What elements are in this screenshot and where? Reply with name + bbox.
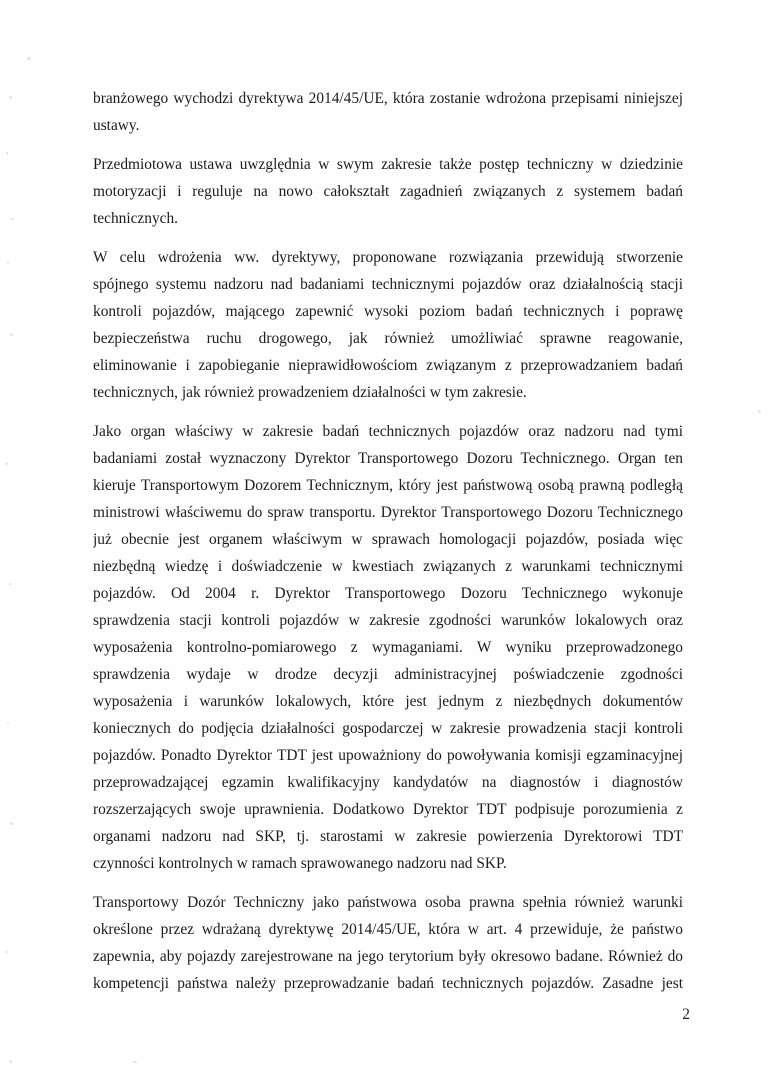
text-line: kompetencji państwa należy przeprowadzanie badań technicznych pojazdów. Zasadne jest <box>93 975 683 992</box>
scan-speck <box>10 333 13 336</box>
text-line: kieruje Transportowym Dozorem Technicznym, który jest państwową osobą prawną podległą <box>93 477 683 494</box>
text-line: już obecnie jest organem właściwym w sprawach homologacji pojazdów, posiada więc <box>93 531 683 548</box>
scan-speck <box>758 410 761 413</box>
text-line: ustawy. <box>93 117 140 134</box>
scan-speck <box>6 152 8 155</box>
page-number: 2 <box>682 1006 690 1023</box>
text-line: W celu wdrożenia ww. dyrektywy, proponowane rozwiązania przewidują stworzenie <box>93 249 683 266</box>
text-line: eliminowanie i zapobieganie nieprawidłowościom związanym z przeprowadzaniem badań <box>93 357 683 374</box>
text-line: rozszerzających swoje uprawnienia. Dodatkowo Dyrektor TDT podpisuje porozumienia z <box>93 801 683 818</box>
paragraph <box>93 418 683 877</box>
text-line: zapewnia, aby pojazdy zarejestrowane na jego terytorium były okresowo badane. Również do <box>93 948 683 965</box>
scan-speck <box>6 951 8 953</box>
scan-speck <box>10 822 13 825</box>
text-line: kontroli pojazdów, mającego zapewnić wysoki poziom badań technicznych i poprawę <box>93 303 683 320</box>
text-line: wyposażenia kontrolno-pomiarowego z wymaganiami. W wyniku przeprowadzonego <box>93 639 683 656</box>
text-line: bezpieczeństwa ruchu drogowego, jak również umożliwiać sprawne reagowanie, <box>93 330 683 347</box>
scan-speck <box>11 218 14 220</box>
scan-speck <box>9 1060 12 1063</box>
text-line: ministrowi właściwemu do spraw transportu. Dyrektor Transportowego Dozoru Technicznego <box>93 504 683 521</box>
text-line: Przedmiotowa ustawa uwzględnia w swym zakresie także postęp techniczny w dziedzinie <box>93 156 683 173</box>
text-line: motoryzacji i reguluje na nowo całokształt zagadnień związanych z systemem badań <box>93 183 683 200</box>
text-line: technicznych, jak również prowadzeniem działalności w tym zakresie. <box>93 384 527 401</box>
paragraph <box>93 244 683 406</box>
scan-speck <box>27 57 31 60</box>
text-line: określone przez wdrażaną dyrektywę 2014/45/UE, która w art. 4 przewiduje, że państwo <box>93 921 683 938</box>
text-line: sprawdzenia wydaje w drodze decyzji administracyjnej poświadczenie zgodności <box>93 666 683 683</box>
paragraph <box>93 151 683 232</box>
scan-speck <box>7 262 9 264</box>
document-body <box>93 85 683 1009</box>
scan-speck <box>9 96 12 99</box>
text-line: Jako organ właściwy w zakresie badań technicznych pojazdów oraz nadzoru nad tymi <box>93 423 683 440</box>
text-line: organami nadzoru nad SKP, tj. starostami w zakresie powierzenia Dyrektorowi TDT <box>93 828 683 845</box>
text-line: przeprowadzającej egzamin kwalifikacyjny kandydatów na diagnostów i diagnostów <box>93 774 683 791</box>
text-line: pojazdów. Od 2004 r. Dyrektor Transportowego Dozoru Technicznego wykonuje <box>93 585 683 602</box>
text-line: technicznych. <box>93 210 179 227</box>
text-line: czynności kontrolnych w ramach sprawowanego nadzoru nad SKP. <box>93 855 507 872</box>
text-line: niezbędną wiedzę i doświadczenie w kwestiach związanych z warunkami technicznymi <box>93 558 683 575</box>
paragraph <box>93 85 683 139</box>
scan-speck <box>7 722 9 724</box>
text-line: koniecznych do podjęcia działalności gospodarczej w zakresie prowadzenia stacji kontroli <box>93 720 683 737</box>
text-line: pojazdów. Ponadto Dyrektor TDT jest upoważniony do powoływania komisji egzaminacyjnej <box>93 747 683 764</box>
text-line: sprawdzenia stacji kontroli pojazdów w zakresie zgodności warunków lokalowych oraz <box>93 612 683 629</box>
text-line: wyposażenia i warunków lokalowych, które jest jednym z niezbędnych dokumentów <box>93 693 683 710</box>
text-line: badaniami został wyznaczony Dyrektor Transportowego Dozoru Technicznego. Organ ten <box>93 450 683 467</box>
text-line: spójnego systemu nadzoru nad badaniami technicznymi pojazdów oraz działalnością stacji <box>93 276 683 293</box>
scan-speck <box>133 1061 137 1063</box>
scan-speck <box>9 583 12 585</box>
scan-speck <box>6 462 8 465</box>
text-line: branżowego wychodzi dyrektywa 2014/45/UE, która zostanie wdrożona przepisami niniejszej <box>93 90 683 107</box>
text-line: Transportowy Dozór Techniczny jako państwowa osoba prawna spełnia również warunki <box>93 894 683 911</box>
paragraph <box>93 889 683 997</box>
